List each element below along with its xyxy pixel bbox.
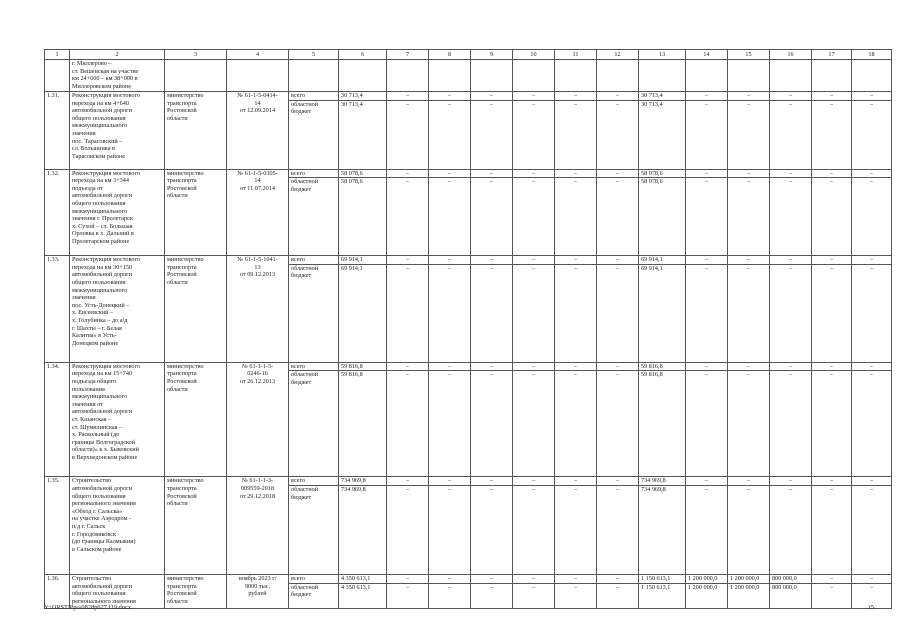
- year-value: –: [429, 362, 471, 371]
- expertise-doc: № 61-1-1-3- 0246-16 от 26.12.2013: [227, 362, 289, 477]
- year-value: –: [686, 477, 728, 486]
- column-number: 16: [770, 50, 812, 60]
- year-value: –: [812, 264, 852, 362]
- year-value: –: [555, 574, 597, 583]
- year-value: –: [513, 477, 555, 486]
- column-number: 14: [686, 50, 728, 60]
- year-value: –: [770, 256, 812, 265]
- year-value: 58 078,6: [639, 178, 686, 256]
- year-value: –: [555, 362, 597, 371]
- year-value: –: [555, 178, 597, 256]
- year-value: –: [852, 362, 892, 371]
- cell-empty: [639, 60, 686, 92]
- table-row: [45, 477, 892, 486]
- year-value: –: [513, 362, 555, 371]
- year-value: –: [429, 92, 471, 101]
- table-row: [45, 169, 892, 178]
- total-value: 59 816,8: [339, 371, 387, 477]
- column-number: 1: [45, 50, 70, 60]
- year-value: –: [686, 485, 728, 574]
- program-table: [44, 49, 892, 609]
- year-value: –: [597, 477, 639, 486]
- column-number: 8: [429, 50, 471, 60]
- page-number: 15: [867, 604, 874, 611]
- year-value: –: [471, 178, 513, 256]
- row-number: 1.34.: [45, 362, 70, 477]
- object-name: г. Миллерово – ст. Вешенская на участке км 24+600 – км 38+000 в Миллеровском районе: [70, 60, 165, 92]
- funding-source: всего: [289, 362, 339, 371]
- year-value: –: [770, 92, 812, 101]
- year-value: –: [555, 371, 597, 477]
- year-value: –: [513, 92, 555, 101]
- year-value: 1 200 000,0: [686, 574, 728, 583]
- funding-source: областной бюджет: [289, 583, 339, 608]
- year-value: –: [728, 256, 770, 265]
- expertise-doc: № 61-1-5-1041- 13 от 09.12.2013: [227, 256, 289, 363]
- year-value: –: [852, 178, 892, 256]
- column-number-row: [45, 50, 892, 60]
- year-value: –: [555, 256, 597, 265]
- column-number: 4: [227, 50, 289, 60]
- year-value: 800 000,0: [770, 583, 812, 608]
- cell-empty: [812, 60, 852, 92]
- column-number: 9: [471, 50, 513, 60]
- year-value: –: [513, 100, 555, 169]
- year-value: –: [513, 264, 555, 362]
- document-path: Y:\ORST\Ppo\0828p627.f19.docx: [44, 604, 132, 611]
- object-name: Реконструкция мостового перехода на км 3+344 подъезда от автомобильной дороги общего пользования межмуниципального значения г. Пролетарск х. Сухой – сл. Большая Орловка в х. Дальний в Пролетарском районе: [70, 169, 165, 256]
- funding-source: всего: [289, 169, 339, 178]
- expertise-doc: № 61-1-5-0414- 14 от 12.09.2014: [227, 92, 289, 170]
- table-row: [45, 92, 892, 101]
- year-value: –: [728, 485, 770, 574]
- year-value: –: [429, 178, 471, 256]
- object-name: Реконструкция мостового перехода на км 30+150 автомобильной дороги общего пользования межмуниципального значения пос. Усть-Донецкий – х. Евсеевский – х. Голубинка – до а/д г. Шахты – г. Белая Калитва» в Усть- Донецком районе: [70, 256, 165, 363]
- row-number: 1.31.: [45, 92, 70, 170]
- year-value: –: [852, 264, 892, 362]
- responsible-org: министерство транспорта Ростовской области: [165, 362, 227, 477]
- year-value: –: [387, 362, 429, 371]
- year-value: 1 200 000,0: [728, 583, 770, 608]
- table-row: [45, 574, 892, 583]
- expertise-doc: № 61-1-5-0305- 14 от 11.07.2014: [227, 169, 289, 256]
- year-value: –: [555, 477, 597, 486]
- year-value: –: [429, 100, 471, 169]
- year-value: –: [513, 583, 555, 608]
- total-value: 59 816,8: [339, 362, 387, 371]
- year-value: –: [812, 574, 852, 583]
- year-value: 30 713,4: [639, 100, 686, 169]
- year-value: 800 000,0: [770, 574, 812, 583]
- year-value: –: [471, 169, 513, 178]
- year-value: 734 969,8: [639, 477, 686, 486]
- year-value: –: [597, 362, 639, 371]
- year-value: –: [555, 100, 597, 169]
- year-value: –: [429, 264, 471, 362]
- year-value: –: [728, 477, 770, 486]
- year-value: –: [728, 92, 770, 101]
- responsible-org: министерство транспорта Ростовской области: [165, 92, 227, 170]
- year-value: –: [812, 256, 852, 265]
- funding-source: областной бюджет: [289, 178, 339, 256]
- cell-empty: [513, 60, 555, 92]
- column-number: 10: [513, 50, 555, 60]
- year-value: –: [812, 100, 852, 169]
- year-value: –: [429, 371, 471, 477]
- year-value: –: [852, 100, 892, 169]
- cell-empty: [770, 60, 812, 92]
- year-value: –: [770, 169, 812, 178]
- object-name: Строительство автомобильной дороги общего пользования регионального значения «Обход г. Сальска» на участке Аэродром - п/д г. Сальск г. Городовиковск (до границы Калмыкии) в Сальском районе: [70, 477, 165, 575]
- year-value: –: [387, 583, 429, 608]
- year-value: –: [555, 92, 597, 101]
- year-value: –: [852, 371, 892, 477]
- year-value: –: [429, 169, 471, 178]
- cell-empty: [339, 60, 387, 92]
- year-value: –: [429, 477, 471, 486]
- year-value: –: [770, 264, 812, 362]
- program-table-sheet: [44, 49, 875, 609]
- year-value: –: [852, 477, 892, 486]
- continuation-row: [45, 60, 892, 92]
- year-value: –: [471, 362, 513, 371]
- year-value: –: [597, 178, 639, 256]
- column-number: 11: [555, 50, 597, 60]
- year-value: 1 200 000,0: [686, 583, 728, 608]
- year-value: –: [770, 477, 812, 486]
- year-value: –: [728, 264, 770, 362]
- cell-empty: [387, 60, 429, 92]
- expertise-doc: № 61-1-1-3- 009559-2018 от 29.12.2018: [227, 477, 289, 575]
- year-value: –: [686, 362, 728, 371]
- year-value: –: [597, 371, 639, 477]
- year-value: –: [686, 371, 728, 477]
- total-value: 30 713,4: [339, 100, 387, 169]
- cell-empty: [471, 60, 513, 92]
- year-value: –: [728, 100, 770, 169]
- cell-empty: [597, 60, 639, 92]
- year-value: –: [770, 371, 812, 477]
- cell-empty: [555, 60, 597, 92]
- year-value: –: [852, 256, 892, 265]
- row-number: 1.32.: [45, 169, 70, 256]
- total-value: 69 914,1: [339, 256, 387, 265]
- row-number: 1.36.: [45, 574, 70, 608]
- year-value: –: [555, 264, 597, 362]
- year-value: –: [812, 362, 852, 371]
- column-number: 15: [728, 50, 770, 60]
- year-value: –: [387, 264, 429, 362]
- year-value: –: [728, 178, 770, 256]
- column-number: 13: [639, 50, 686, 60]
- year-value: –: [555, 583, 597, 608]
- column-number: 7: [387, 50, 429, 60]
- year-value: –: [387, 485, 429, 574]
- year-value: –: [471, 477, 513, 486]
- column-number: 3: [165, 50, 227, 60]
- row-number: 1.33.: [45, 256, 70, 363]
- year-value: –: [471, 92, 513, 101]
- year-value: –: [555, 169, 597, 178]
- year-value: –: [471, 583, 513, 608]
- year-value: –: [812, 169, 852, 178]
- year-value: –: [513, 485, 555, 574]
- cell-empty: [45, 60, 70, 92]
- object-name: Строительство автомобильной дороги общего пользования регионального значения: [70, 574, 165, 608]
- year-value: –: [770, 100, 812, 169]
- cell-empty: [289, 60, 339, 92]
- year-value: –: [770, 178, 812, 256]
- column-number: 18: [852, 50, 892, 60]
- expertise-doc: ноябрь 2023 г/ 9000 тыс. рублей: [227, 574, 289, 608]
- year-value: –: [387, 178, 429, 256]
- year-value: 59 816,8: [639, 362, 686, 371]
- year-value: –: [513, 169, 555, 178]
- responsible-org: министерство транспорта Ростовской области: [165, 574, 227, 608]
- year-value: 1 200 000,0: [728, 574, 770, 583]
- year-value: –: [686, 264, 728, 362]
- year-value: –: [555, 485, 597, 574]
- year-value: –: [387, 256, 429, 265]
- year-value: –: [387, 92, 429, 101]
- year-value: –: [686, 92, 728, 101]
- year-value: –: [471, 485, 513, 574]
- column-number: 5: [289, 50, 339, 60]
- year-value: –: [852, 169, 892, 178]
- year-value: –: [597, 485, 639, 574]
- year-value: –: [429, 583, 471, 608]
- table-row: [45, 362, 892, 371]
- year-value: –: [812, 477, 852, 486]
- year-value: 734 969,8: [639, 485, 686, 574]
- year-value: –: [471, 100, 513, 169]
- year-value: –: [686, 256, 728, 265]
- year-value: –: [513, 178, 555, 256]
- object-name: Реконструкция мостового перехода на км 15+740 подъезда общего пользования межмуниципального значения от автомобильной дороги ст. Казанская – ст. Шумилинская – х. Раскольный (до границы Волгоградской области)» к х. Быковский в Верхнедонском районе: [70, 362, 165, 477]
- row-number: 1.35.: [45, 477, 70, 575]
- year-value: 59 816,8: [639, 371, 686, 477]
- funding-source: областной бюджет: [289, 264, 339, 362]
- total-value: 4 350 613,1: [339, 583, 387, 608]
- year-value: –: [387, 574, 429, 583]
- table-row: [45, 256, 892, 265]
- year-value: –: [852, 583, 892, 608]
- year-value: –: [728, 169, 770, 178]
- cell-empty: [227, 60, 289, 92]
- year-value: –: [597, 92, 639, 101]
- responsible-org: министерство транспорта Ростовской области: [165, 477, 227, 575]
- year-value: –: [387, 169, 429, 178]
- year-value: 69 914,1: [639, 264, 686, 362]
- cell-empty: [429, 60, 471, 92]
- total-value: 4 350 613,1: [339, 574, 387, 583]
- year-value: –: [429, 485, 471, 574]
- year-value: –: [852, 574, 892, 583]
- total-value: 734 969,8: [339, 477, 387, 486]
- funding-source: всего: [289, 256, 339, 265]
- funding-source: всего: [289, 477, 339, 486]
- cell-empty: [728, 60, 770, 92]
- year-value: –: [387, 100, 429, 169]
- year-value: –: [812, 583, 852, 608]
- responsible-org: министерство транспорта Ростовской области: [165, 256, 227, 363]
- year-value: –: [471, 574, 513, 583]
- funding-source: областной бюджет: [289, 485, 339, 574]
- year-value: 30 713,4: [639, 92, 686, 101]
- year-value: –: [728, 362, 770, 371]
- total-value: 734 969,8: [339, 485, 387, 574]
- responsible-org: министерство транспорта Ростовской области: [165, 169, 227, 256]
- total-value: 58 078,6: [339, 178, 387, 256]
- year-value: –: [852, 485, 892, 574]
- year-value: –: [429, 574, 471, 583]
- year-value: –: [597, 574, 639, 583]
- year-value: 69 914,1: [639, 256, 686, 265]
- funding-source: областной бюджет: [289, 100, 339, 169]
- year-value: –: [471, 371, 513, 477]
- year-value: –: [513, 371, 555, 477]
- total-value: 69 914,1: [339, 264, 387, 362]
- year-value: –: [812, 92, 852, 101]
- year-value: –: [429, 256, 471, 265]
- column-number: 6: [339, 50, 387, 60]
- cell-empty: [852, 60, 892, 92]
- year-value: –: [812, 178, 852, 256]
- object-name: Реконструкция мостового перехода на км 4+640 автомобильной дороги общего пользования межмуниципального значения пос. Тарасовский – сл. Большинка в Тарасовском районе: [70, 92, 165, 170]
- year-value: –: [597, 169, 639, 178]
- cell-empty: [165, 60, 227, 92]
- year-value: –: [686, 178, 728, 256]
- funding-source: всего: [289, 574, 339, 583]
- year-value: 1 150 613,1: [639, 583, 686, 608]
- year-value: –: [387, 477, 429, 486]
- year-value: –: [728, 371, 770, 477]
- total-value: 30 713,4: [339, 92, 387, 101]
- year-value: –: [597, 100, 639, 169]
- year-value: –: [770, 362, 812, 371]
- year-value: –: [812, 485, 852, 574]
- column-number: 17: [812, 50, 852, 60]
- total-value: 58 078,6: [339, 169, 387, 178]
- year-value: –: [597, 256, 639, 265]
- column-number: 12: [597, 50, 639, 60]
- column-number: 2: [70, 50, 165, 60]
- year-value: –: [686, 169, 728, 178]
- year-value: 58 078,6: [639, 169, 686, 178]
- year-value: –: [770, 485, 812, 574]
- year-value: –: [513, 256, 555, 265]
- funding-source: областной бюджет: [289, 371, 339, 477]
- year-value: –: [471, 264, 513, 362]
- year-value: –: [812, 371, 852, 477]
- year-value: –: [597, 264, 639, 362]
- cell-empty: [686, 60, 728, 92]
- funding-source: всего: [289, 92, 339, 101]
- year-value: 1 150 613,1: [639, 574, 686, 583]
- table-body: [45, 50, 892, 609]
- year-value: –: [471, 256, 513, 265]
- year-value: –: [597, 583, 639, 608]
- year-value: –: [513, 574, 555, 583]
- year-value: –: [387, 371, 429, 477]
- year-value: –: [686, 100, 728, 169]
- year-value: –: [852, 92, 892, 101]
